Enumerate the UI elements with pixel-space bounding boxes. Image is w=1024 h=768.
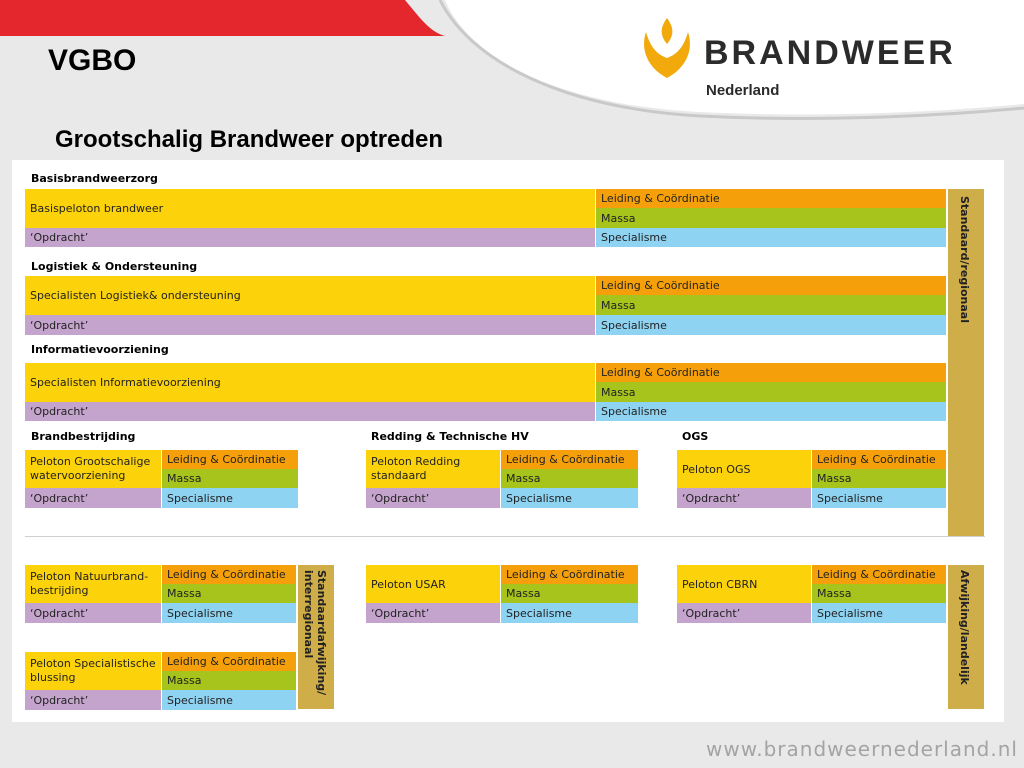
opdracht-cell: ‘Opdracht’ <box>677 603 811 623</box>
opdracht-cell: ‘Opdracht’ <box>366 603 500 623</box>
diagram-panel <box>12 160 1004 722</box>
specialisme-cell: Specialisme <box>162 690 296 710</box>
leiding-cell: Leiding & Coördinatie <box>162 565 296 584</box>
massa-cell: Massa <box>162 469 298 488</box>
massa-cell: Massa <box>812 584 946 603</box>
unit-redding: Peloton Redding standaard <box>366 450 500 488</box>
leiding-cell: Leiding & Coördinatie <box>501 565 638 584</box>
divider <box>25 536 985 537</box>
opdracht-cell: ‘Opdracht’ <box>25 690 161 710</box>
leiding-cell: Leiding & Coördinatie <box>812 565 946 584</box>
unit-ogs: Peloton OGS <box>677 450 811 488</box>
massa-cell: Massa <box>162 671 296 690</box>
specialisme-cell: Specialisme <box>596 315 946 335</box>
leiding-cell: Leiding & Coördinatie <box>162 652 296 671</box>
massa-cell: Massa <box>501 469 638 488</box>
column-title-brandbestrijding: Brandbestrijding <box>31 430 136 443</box>
flame-logo-icon <box>638 14 696 82</box>
opdracht-cell: ‘Opdracht’ <box>25 488 161 508</box>
bar-afwijking-label: Afwijking/landelijk <box>958 570 971 685</box>
leiding-cell: Leiding & Coördinatie <box>596 189 946 208</box>
massa-cell: Massa <box>596 382 946 402</box>
bar-standaardafwijking-label: Standaardafwijking/ interregionaal <box>302 570 328 696</box>
unit-specialistische-blussing: Peloton Specialistische blussing <box>25 652 161 690</box>
section-title-info: Informatievoorziening <box>31 343 169 356</box>
leiding-cell: Leiding & Coördinatie <box>501 450 638 469</box>
massa-cell: Massa <box>596 295 946 315</box>
opdracht-cell: ‘Opdracht’ <box>25 402 595 421</box>
logo-wordmark: BRANDWEER <box>704 34 956 72</box>
opdracht-cell: ‘Opdracht’ <box>677 488 811 508</box>
specialisme-cell: Specialisme <box>162 603 296 623</box>
column-title-ogs: OGS <box>682 430 709 443</box>
unit-usar: Peloton USAR <box>366 565 500 603</box>
specialisme-cell: Specialisme <box>596 228 946 247</box>
unit-grootschalig: Peloton Grootschalige watervoorziening <box>25 450 161 488</box>
leiding-cell: Leiding & Coördinatie <box>596 363 946 382</box>
logo-subtitle: Nederland <box>706 82 780 99</box>
section-title-basis: Basisbrandweerzorg <box>31 172 158 185</box>
section-title-logistiek: Logistiek & Ondersteuning <box>31 260 198 273</box>
unit-informatie: Specialisten Informatievoorziening <box>25 363 595 402</box>
leiding-cell: Leiding & Coördinatie <box>596 276 946 295</box>
leiding-cell: Leiding & Coördinatie <box>162 450 298 469</box>
slide-subtitle: Grootschalig Brandweer optreden <box>55 126 444 153</box>
leiding-cell: Leiding & Coördinatie <box>812 450 946 469</box>
specialisme-cell: Specialisme <box>596 402 946 421</box>
opdracht-cell: ‘Opdracht’ <box>25 603 161 623</box>
column-title-redding: Redding & Technische HV <box>371 430 529 443</box>
specialisme-cell: Specialisme <box>812 488 946 508</box>
opdracht-cell: ‘Opdracht’ <box>366 488 500 508</box>
specialisme-cell: Specialisme <box>812 603 946 623</box>
massa-cell: Massa <box>812 469 946 488</box>
unit-basispeloton: Basispeloton brandweer <box>25 189 595 228</box>
unit-cbrn: Peloton CBRN <box>677 565 811 603</box>
specialisme-cell: Specialisme <box>501 488 638 508</box>
massa-cell: Massa <box>596 208 946 228</box>
bar-standaard-label: Standaard/regionaal <box>958 196 971 324</box>
opdracht-cell: ‘Opdracht’ <box>25 228 595 247</box>
unit-natuurbrand: Peloton Natuurbrand-bestrijding <box>25 565 161 603</box>
massa-cell: Massa <box>162 584 296 603</box>
unit-logistiek: Specialisten Logistiek& ondersteuning <box>25 276 595 315</box>
massa-cell: Massa <box>501 584 638 603</box>
opdracht-cell: ‘Opdracht’ <box>25 315 595 335</box>
specialisme-cell: Specialisme <box>501 603 638 623</box>
specialisme-cell: Specialisme <box>162 488 298 508</box>
website-url: www.brandweernederland.nl <box>706 737 1018 761</box>
slide-title: VGBO <box>48 44 137 77</box>
